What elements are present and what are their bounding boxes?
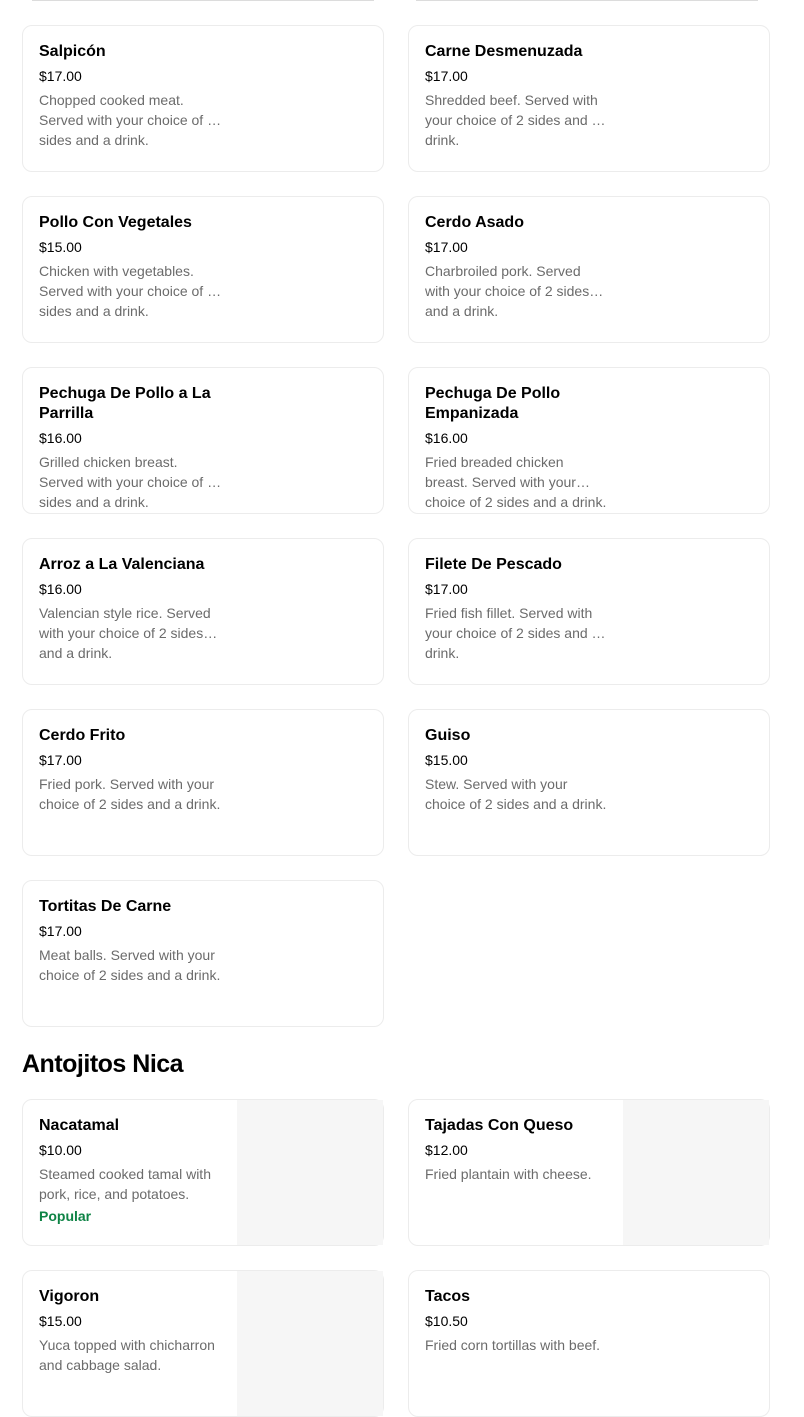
item-price: $17.00: [39, 68, 82, 84]
item-description: Chopped cooked meat. Served with your choice of 2 sides and a drink.: [39, 92, 215, 148]
item-description: Shredded beef. Served with your choice of 2 sides and a drink.: [425, 92, 600, 148]
item-description: Meat balls. Served with your choice of 2 sides and a drink.: [39, 947, 221, 983]
item-name: Arroz a La Valenciana: [39, 556, 205, 573]
item-description: Stew. Served with your choice of 2 sides and a drink.: [425, 776, 607, 812]
item-price: $17.00: [39, 923, 82, 939]
item-name: Filete De Pescado: [425, 556, 562, 573]
menu-item-card[interactable]: [408, 1099, 770, 1246]
previous-card-bottom-edge: [32, 0, 374, 1]
menu-item-card[interactable]: [408, 196, 770, 343]
menu-item-card[interactable]: [22, 25, 384, 172]
item-price: $17.00: [39, 752, 82, 768]
item-description: Steamed cooked tamal with pork, rice, and potatoes.: [39, 1166, 211, 1202]
item-price: $16.00: [39, 581, 82, 597]
item-price: $16.00: [425, 430, 468, 446]
menu-item-card[interactable]: [22, 709, 384, 856]
item-price: $17.00: [425, 68, 468, 84]
item-description: Charbroiled pork. Served with your choice of 2 sides and a drink.: [425, 263, 590, 319]
menu-item-card[interactable]: [408, 538, 770, 685]
item-name: Vigoron: [39, 1288, 100, 1305]
item-name: Nacatamal: [39, 1117, 120, 1134]
item-name: Salpicón: [39, 43, 106, 60]
item-description: Fried breaded chicken breast. Served with your choice of 2 sides and a drink.: [425, 454, 607, 510]
item-price: $17.00: [425, 239, 468, 255]
item-name: Tortitas De Carne: [39, 898, 172, 915]
menu-item-card[interactable]: [22, 880, 384, 1027]
menu-item-card[interactable]: [22, 196, 384, 343]
menu-item-card[interactable]: [22, 538, 384, 685]
menu-item-card[interactable]: [408, 709, 770, 856]
item-image: [237, 1100, 383, 1245]
menu-item-card[interactable]: [22, 1270, 384, 1417]
item-name: Cerdo Asado: [425, 214, 524, 231]
previous-card-bottom-edge: [416, 0, 758, 1]
menu-item-card[interactable]: [408, 367, 770, 514]
item-price: $16.00: [39, 430, 82, 446]
item-image: [623, 1100, 769, 1245]
section-title: Antojitos Nica: [22, 1050, 184, 1078]
menu-item-card[interactable]: [22, 367, 384, 514]
menu-item-card[interactable]: [22, 1099, 384, 1246]
item-description: Grilled chicken breast. Served with your choice of 2 sides and a drink.: [39, 454, 215, 510]
item-name: Tacos: [425, 1288, 471, 1305]
item-price: $17.00: [425, 581, 468, 597]
item-name: Pechuga De Pollo Empanizada: [425, 385, 561, 422]
item-name: Tajadas Con Queso: [425, 1117, 574, 1134]
item-description: Fried corn tortillas with beef.: [425, 1337, 601, 1353]
item-description: Valencian style rice. Served with your choice of 2 sides and a drink.: [39, 605, 211, 661]
item-name: Pollo Con Vegetales: [39, 214, 192, 231]
item-name: Cerdo Frito: [39, 727, 126, 744]
item-name: Guiso: [425, 727, 471, 744]
item-description: Yuca topped with chicharron and cabbage salad.: [39, 1337, 215, 1373]
item-price: $15.00: [39, 1313, 82, 1329]
item-price: $12.00: [425, 1142, 468, 1158]
item-description: Chicken with vegetables. Served with your choice of 2 sides and a drink.: [39, 263, 215, 319]
item-price: $10.50: [425, 1313, 468, 1329]
menu-item-card[interactable]: [408, 1270, 770, 1417]
item-name: Pechuga De Pollo a La Parrilla: [39, 385, 211, 422]
item-price: $15.00: [425, 752, 468, 768]
item-description: Fried plantain with cheese.: [425, 1166, 592, 1182]
popular-badge: Popular: [39, 1208, 92, 1224]
menu-item-card[interactable]: [408, 25, 770, 172]
item-price: $10.00: [39, 1142, 82, 1158]
item-description: Fried fish fillet. Served with your choice of 2 sides and a drink.: [425, 605, 600, 661]
item-name: Carne Desmenuzada: [425, 43, 583, 60]
item-price: $15.00: [39, 239, 82, 255]
item-image: [237, 1271, 383, 1416]
item-description: Fried pork. Served with your choice of 2 sides and a drink.: [39, 776, 221, 812]
